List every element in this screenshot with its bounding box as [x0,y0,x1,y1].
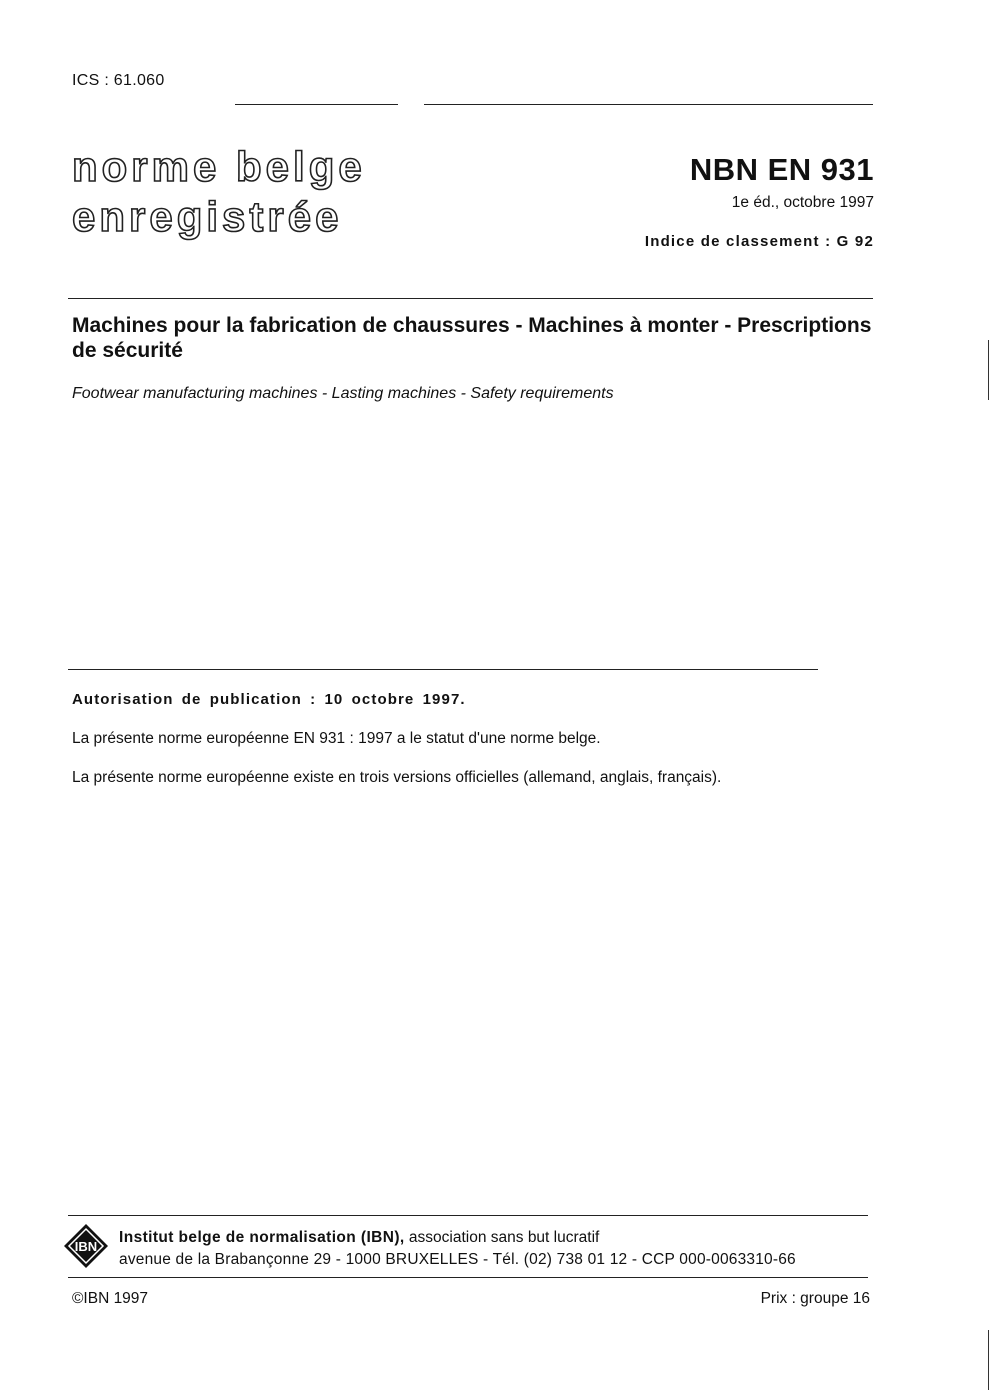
title-french: Machines pour la fabrication de chaussures - Machines à monter - Prescriptions de sécurité [72,314,872,362]
title-english: Footwear manufacturing machines - Lasting machines - Safety requirements [72,385,614,402]
classification-index: Indice de classement : G 92 [644,233,874,250]
institute-description: association sans but lucratif [404,1229,600,1246]
footer-rule-bottom [68,1277,868,1278]
logo-text: IBN [74,1239,98,1254]
price-group: Prix : groupe 16 [760,1290,870,1307]
brand-line-2: enregistrée [72,193,343,240]
versions-paragraph: La présente norme européenne existe en trois versions officielles (allemand, anglais, français). [72,769,722,786]
copyright: ©IBN 1997 [72,1290,149,1307]
ics-code: ICS : 61.060 [72,72,165,89]
edition-date: 1e éd., octobre 1997 [731,194,874,211]
title-rule [68,298,873,299]
scan-edge-mark [988,340,989,400]
header-rule-right [424,104,873,105]
status-paragraph: La présente norme européenne EN 931 : 1997 a le statut d'une norme belge. [72,730,601,747]
header-rule-left [235,104,398,105]
institute-address: avenue de la Brabançonne 29 - 1000 BRUXELLES - Tél. (02) 738 01 12 - CCP 000-0063310-66 [119,1251,796,1268]
brand-title [72,142,366,242]
footer-rule-top [68,1215,868,1216]
institute-line [119,1229,599,1247]
scan-edge-mark [988,1330,989,1390]
standard-number: NBN EN 931 [689,152,874,187]
publication-authorisation: Autorisation de publication : 10 octobre 1997. [72,691,466,708]
brand-line-1: norme belge [72,143,366,190]
ibn-logo-icon [62,1222,110,1270]
section-rule [68,669,818,670]
institute-name: Institut belge de normalisation (IBN), [119,1229,405,1246]
